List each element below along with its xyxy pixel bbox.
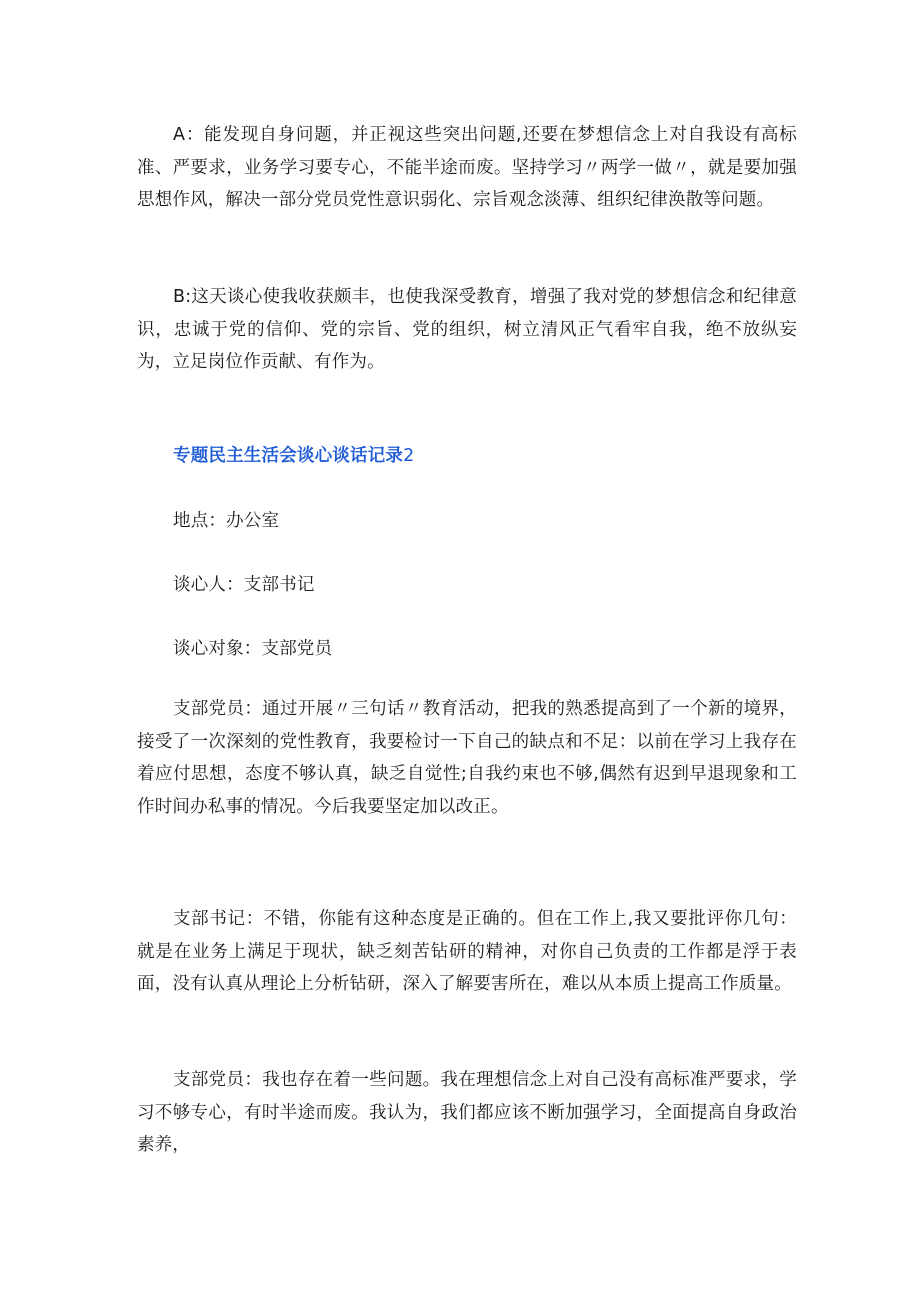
paragraph-b: B:这天谈心使我收获颇丰，也使我深受教育，增强了我对党的梦想信念和纪律意识，忠诚于党的信仰、党的宗旨、党的组织，树立清风正气看牢自我，绝不放纵妄为，立足岗位作贡献、有作为。 xyxy=(137,287,797,372)
heading-text: 专题民主生活会谈心谈话记录 xyxy=(173,446,404,466)
location-line: 地点：办公室 xyxy=(173,511,280,531)
talk-target-line: 谈心对象：支部党员 xyxy=(173,639,333,659)
dialogue-paragraph: 支部党员：通过开展〃三句话〃教育活动，把我的熟悉提高到了一个新的境界，接受了一次深刻的党性教育，我要检讨一下自己的缺点和不足：以前在学习上我存在着应付思想，态度不够认真，缺乏自觉性;自我约束也不够,偶然有迟到早退现象和工作时间办私事的情况。今后我要坚定加以改正。 xyxy=(137,699,797,817)
talker-line: 谈心人：支部书记 xyxy=(173,575,315,595)
paragraph-a: A：能发现自身问题，并正视这些突出问题,还要在梦想信念上对自我设有高标准、严要求，业务学习要专心，不能半途而废。坚持学习〃两学一做〃，就是要加强思想作风，解决一部分党员党性意识弱化、宗旨观念淡薄、组织纪律涣散等问题。 xyxy=(137,125,797,210)
heading-number: 2 xyxy=(403,446,415,466)
section-heading xyxy=(173,444,414,468)
dialogue-paragraph: 支部书记：不错，你能有这种态度是正确的。但在工作上,我又要批评你几句：就是在业务上满足于现状，缺乏刻苦钻研的精神，对你自己负责的工作都是浮于表面，没有认真从理论上分析钻研，深入了解要害所在，难以从本质上提高工作质量。 xyxy=(137,909,797,994)
dialogue-paragraph: 支部党员：我也存在着一些问题。我在理想信念上对自己没有高标准严要求，学习不够专心，有时半途而废。我认为，我们都应该不断加强学习，全面提高自身政治素养， xyxy=(137,1070,797,1155)
